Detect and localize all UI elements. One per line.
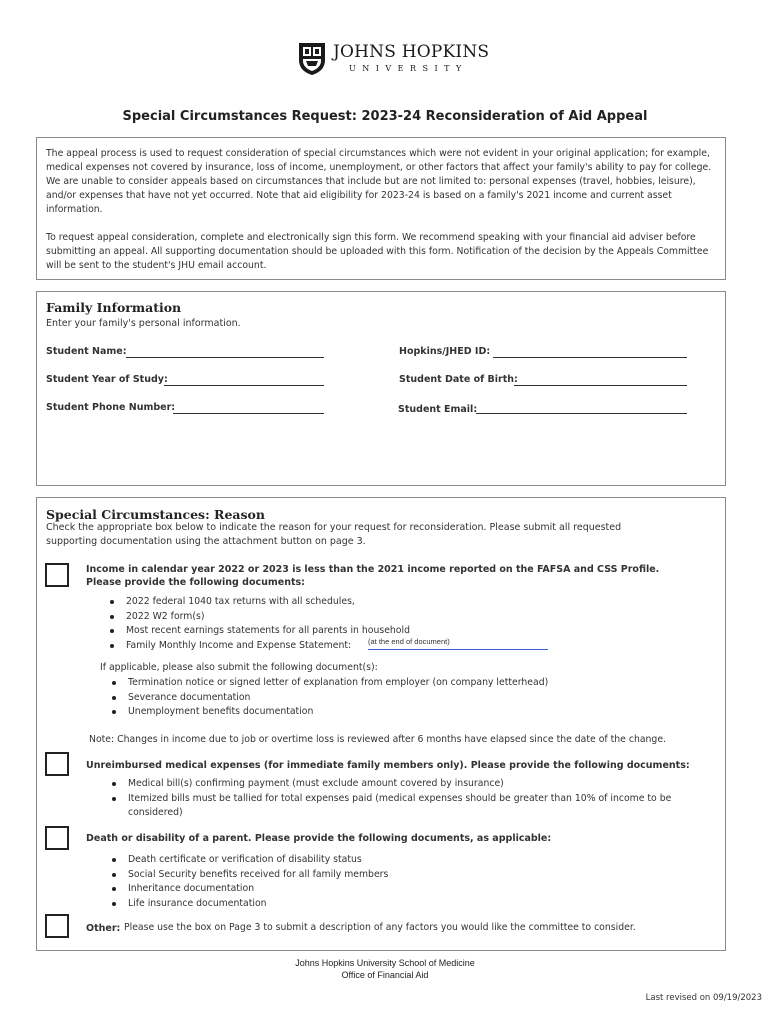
year-of-study-label: Student Year of Study:: [46, 374, 168, 385]
student-name-label: Student Name:: [46, 346, 127, 357]
student-email-label: Student Email:: [398, 404, 478, 415]
income-statement-hint: (at the end of document): [368, 637, 450, 646]
logo-name: JOHNS HOPKINS: [333, 42, 490, 62]
other-reason-label: Other:: [86, 923, 121, 934]
income-statement-field[interactable]: [368, 637, 548, 650]
year-of-study-field[interactable]: [164, 375, 324, 386]
date-of-birth-label: Student Date of Birth:: [399, 374, 518, 385]
phone-number-label: Student Phone Number:: [46, 402, 176, 413]
family-information-title: Family Information: [46, 300, 182, 315]
intro-paragraph-2: To request appeal consideration, complete and electronically sign this form. We recommend speaking with your financial aid adviser before submitting an appeal. All supporting documentation should be uploaded with this form. Notification of the decision by the Appeals Committee will be sent to the student's JHU email account.: [46, 232, 709, 271]
last-revised-date: Last revised on 09/19/2023: [645, 993, 762, 1003]
income-reduction-checkbox[interactable]: [45, 563, 69, 587]
list-item: Life insurance documentation: [108, 897, 388, 912]
student-name-field[interactable]: [126, 347, 324, 358]
list-item: Inheritance documentation: [108, 882, 388, 897]
list-item: Most recent earnings statements for all parents in household: [106, 624, 410, 639]
list-item: Death certificate or verification of disability status: [108, 853, 388, 868]
document-title: Special Circumstances Request: 2023-24 Reconsideration of Aid Appeal: [122, 109, 648, 124]
list-item: Unemployment benefits documentation: [108, 705, 548, 720]
footer-office: Office of Financial Aid: [341, 970, 429, 980]
other-reason-checkbox[interactable]: [45, 914, 69, 938]
family-information-desc: Enter your family's personal information.: [46, 318, 241, 329]
medical-expenses-title: Unreimbursed medical expenses (for immediate family members only). Please provide the following documents:: [86, 760, 690, 771]
additional-documents-list: [108, 676, 548, 720]
list-item: 2022 W2 form(s): [106, 610, 410, 625]
jhu-logo: [297, 40, 490, 80]
medical-documents-list: [108, 777, 671, 821]
list-item: 2022 federal 1040 tax returns with all schedules,: [106, 595, 410, 610]
death-disability-documents-list: [108, 853, 388, 911]
list-item: Medical bill(s) confirming payment (must exclude amount covered by insurance): [108, 777, 671, 792]
income-documents-list: [106, 595, 410, 653]
income-reduction-subtitle: Please provide the following documents:: [86, 577, 305, 588]
student-email-field[interactable]: [476, 403, 687, 414]
special-circumstances-title: Special Circumstances: Reason: [46, 507, 265, 522]
list-item: Family Monthly Income and Expense Statement:: [106, 639, 410, 654]
logo-subtitle: UNIVERSITY: [349, 64, 468, 73]
jhed-id-label: Hopkins/JHED ID:: [399, 346, 491, 357]
if-applicable-text: If applicable, please also submit the following document(s):: [100, 662, 378, 673]
phone-number-field[interactable]: [173, 403, 324, 414]
list-item: Social Security benefits received for all family members: [108, 868, 388, 883]
list-item: Termination notice or signed letter of explanation from employer (on company letterhead): [108, 676, 548, 691]
list-item: Severance documentation: [108, 691, 548, 706]
jhed-id-field[interactable]: [493, 347, 687, 358]
death-disability-checkbox[interactable]: [45, 826, 69, 850]
footer-school: Johns Hopkins University School of Medicine: [295, 958, 475, 968]
income-note: Note: Changes in income due to job or overtime loss is reviewed after 6 months have elapsed since the date of the change.: [89, 734, 666, 745]
special-circumstances-desc: Check the appropriate box below to indicate the reason for your request for reconsideration. Please submit all requested supporting documentation using the attachment button on page 3.: [46, 522, 622, 547]
date-of-birth-field[interactable]: [514, 375, 687, 386]
list-item: Itemized bills must be tallied for total expenses paid (medical expenses should be greater than 10% of income to be: [108, 792, 671, 807]
intro-paragraph-1: The appeal process is used to request consideration of special circumstances which were not evident in your original application; for example, medical expenses not covered by insurance, loss of income, unemployment, or other factors that affect your family's ability to pay for college. We are unable to consider appeals based on circumstances that include but are not limited to: personal expenses (travel, hobbies, leisure), and/or expenses that have not yet occurred. Note that aid eligibility for 2023-24 is based on a family's 2021 income and current asset information.: [46, 148, 712, 215]
medical-expenses-checkbox[interactable]: [45, 752, 69, 776]
shield-icon: [297, 40, 327, 76]
income-reduction-title: Income in calendar year 2022 or 2023 is less than the 2021 income reported on the FAFSA and CSS Profile.: [86, 564, 660, 575]
list-item: considered): [128, 807, 183, 818]
death-disability-title: Death or disability of a parent. Please provide the following documents, as applicable:: [86, 833, 552, 844]
other-reason-text: Please use the box on Page 3 to submit a description of any factors you would like the committee to consider.: [124, 922, 636, 933]
